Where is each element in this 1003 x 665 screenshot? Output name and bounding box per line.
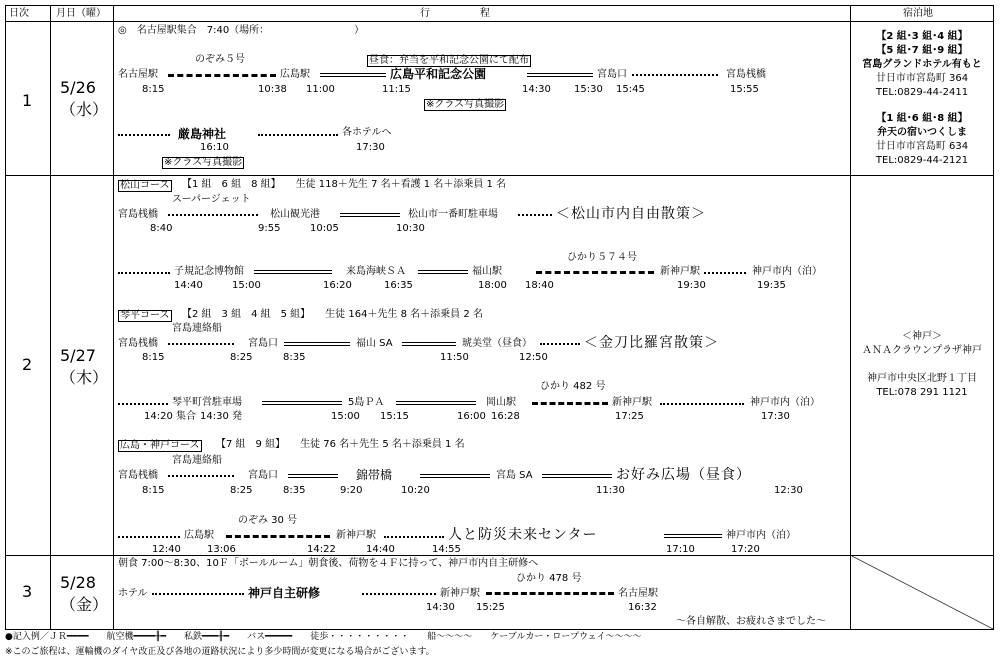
d3-s3: 新神戸駅 <box>440 588 480 599</box>
d2-c2s5: ＜金刀比羅宮散策＞ <box>584 335 719 351</box>
d1-train: のぞみ５号 <box>195 54 245 65</box>
d1-jr-line <box>168 74 276 77</box>
d2-c2s1: 宮島桟橋 <box>118 338 158 349</box>
d2-c1-jr <box>536 271 654 274</box>
d2-c1-bus2 <box>254 270 332 274</box>
d2-c3-bus2 <box>420 474 490 478</box>
d2-c1s9: 神戸市内（泊） <box>752 266 822 277</box>
d2-c2s2: 宮島口 <box>248 338 278 349</box>
lodging-day1 <box>851 30 993 168</box>
legend-line1: ●記入例／ＪＲ━━━━ 航空機━━━━╫━ 私鉄━━━╫━ バス━━━━━ 徒歩・・・・・・・・・ 船～～～～ ケーブルカー・ロープウェイ～～～～ <box>5 632 642 642</box>
d1-t3: 11:00 <box>306 84 335 95</box>
d2-c3s1: 宮島桟橋 <box>118 470 158 481</box>
d2-c1s5: 子規記念博物館 <box>174 266 244 277</box>
d1-s4: 宮島口 <box>597 69 627 80</box>
d3-closing: ～各自解散、お疲れさまでした～ <box>676 616 826 627</box>
header-lodging: 宿泊地 <box>903 8 933 19</box>
d2-c1t12: 19:35 <box>757 280 786 291</box>
table-border-top <box>5 5 994 6</box>
d2-c1s2: 松山観光港 <box>270 209 320 220</box>
d2-c3-bus3 <box>542 474 612 478</box>
d3-note: 朝食 7:00～8:30、10Ｆ「ボールルーム」朝食後、荷物を４Ｆに持って、神戸市内自主研修へ <box>118 558 539 569</box>
lodging-day2 <box>851 330 993 400</box>
table-border-right <box>993 5 994 630</box>
d3-t1: 14:30 <box>426 602 455 613</box>
day-3: 3 <box>22 582 33 601</box>
lodging-d1d: 廿日市市宮島町 364 <box>875 73 969 84</box>
d1-t10: 17:30 <box>356 142 385 153</box>
d2-c3-jr <box>226 535 330 538</box>
d2-c3s4: 宮島 SA <box>496 470 533 481</box>
d2-c1t7: 16:20 <box>323 280 352 291</box>
dow-3: （金） <box>60 595 109 614</box>
d2-c3s8: 人と防災未来センター <box>448 527 598 543</box>
d2-c3t13: 17:10 <box>666 544 695 555</box>
d2-c2s9: 新神戸駅 <box>612 397 652 408</box>
d3-walk2 <box>362 593 436 595</box>
d2-c2-walk2 <box>118 403 168 405</box>
d2-c2s6: 琴平町営駐車場 <box>172 397 242 408</box>
d2-c2-bus1 <box>284 342 350 346</box>
d1-walk2 <box>258 134 338 136</box>
lodging-diagonal <box>850 555 993 629</box>
table-border-day1 <box>5 175 994 176</box>
d1-s7: 各ホテルへ <box>342 127 392 138</box>
d2-c1t6: 15:00 <box>232 280 261 291</box>
lodging-d1g: 弁天の宿いつくしま <box>877 127 967 138</box>
d2-ferry: 宮島連絡船 <box>172 323 222 334</box>
table-border-day2 <box>5 555 994 556</box>
date-1: 5/26 <box>60 78 96 97</box>
d3-s4: 名古屋駅 <box>618 588 658 599</box>
d2-c3t9: 13:06 <box>207 544 236 555</box>
d3-t2: 15:25 <box>476 602 505 613</box>
table-border-left <box>5 5 6 630</box>
d2-c1s3: 松山市一番町駐車場 <box>408 209 498 220</box>
d2-c2-walk3 <box>660 403 744 405</box>
d2-course2-info: 【2 組 3 組 4 組 5 組】 生徒 164＋先生 8 名＋添乗員 2 名 <box>182 309 483 320</box>
d2-c2t4: 11:50 <box>440 352 469 363</box>
d1-s5: 宮島桟橋 <box>726 69 766 80</box>
header-date: 月日（曜） <box>56 8 106 19</box>
d1-ship-line <box>632 74 718 76</box>
d1-s6: 厳島神社 <box>178 127 227 141</box>
d2-c2t5: 12:50 <box>519 352 548 363</box>
d2-c2s7: 5島ＰＡ <box>348 397 385 408</box>
d2-course1-info: 【1 組 6 組 8 組】 生徒 118＋先生 7 名＋看護 1 名＋添乗員 1 名 <box>182 179 507 190</box>
d2-c3t6: 11:30 <box>596 485 625 496</box>
d2-c3-bus4 <box>664 534 722 538</box>
d2-c2s8: 岡山駅 <box>486 397 516 408</box>
d2-c1s8: 新神戸駅 <box>660 266 700 277</box>
d2-jet: スーパージェット <box>172 194 251 205</box>
d2-c3-walk1 <box>118 536 180 538</box>
d2-c1s1: 宮島桟橋 <box>118 209 158 220</box>
d1-t4: 11:15 <box>382 84 411 95</box>
d2-course2: 琴平コース <box>120 310 170 321</box>
d1-photo1: ※クラス写真撮影 <box>426 99 505 110</box>
lodging-d1f: 【1 組･6 組･8 組】 <box>876 113 968 124</box>
d2-c1t11: 19:30 <box>677 280 706 291</box>
d2-c3-bus1 <box>288 474 338 478</box>
d1-lunch: 昼食：弁当を平和記念公園にて配布 <box>369 55 529 66</box>
d2-c2t11: 16:28 <box>491 411 520 422</box>
d1-t7: 15:45 <box>616 84 645 95</box>
d2-c1-walk3 <box>704 272 746 274</box>
table-col-day <box>50 5 51 630</box>
d2-c3-ship <box>168 475 234 477</box>
d1-bus-line1 <box>320 73 386 77</box>
d2-c1-bus3 <box>418 270 468 274</box>
date-2: 5/27 <box>60 346 96 365</box>
d2-c1s4: ＜松山市内自由散策＞ <box>556 206 706 222</box>
d2-ferry3: 宮島連絡船 <box>172 455 222 466</box>
d2-c3s9: 神戸市内（泊） <box>726 530 796 541</box>
lodging-d1e: TEL:0829-44-2411 <box>875 87 969 98</box>
d2-c2train: ひかり 482 号 <box>540 381 606 392</box>
d2-c1-bus1 <box>340 213 400 217</box>
d2-c2-bus2 <box>402 342 456 346</box>
d3-t3: 16:32 <box>628 602 657 613</box>
d2-c1t8: 16:35 <box>384 280 413 291</box>
d2-c3t10: 14:22 <box>307 544 336 555</box>
d2-c3s6: 広島駅 <box>184 530 214 541</box>
d2-c1t10: 18:40 <box>525 280 554 291</box>
lodging-d2b: ＡＮＡクラウンプラザ神戸 <box>862 345 982 356</box>
d2-c2-bus4 <box>396 401 476 405</box>
d2-c3t11: 14:40 <box>366 544 395 555</box>
table-border-bottom <box>5 629 994 630</box>
d2-c1train: ひかり５７４号 <box>567 252 637 263</box>
lodging-d2c: 神戸市中央区北野１丁目 <box>867 373 977 384</box>
d2-c2t2: 8:25 <box>230 352 253 363</box>
d2-c1-walk1 <box>518 214 552 216</box>
d2-c2t13: 17:30 <box>761 411 790 422</box>
d3-s1: ホテル <box>118 588 148 599</box>
d2-c1t1: 8:40 <box>150 223 173 234</box>
d2-c1t4: 10:30 <box>396 223 425 234</box>
d2-c3t12: 14:55 <box>432 544 461 555</box>
d2-c3t7: 12:30 <box>774 485 803 496</box>
legend-line2: ※このご旅程は、運輸機のダイヤ改正及び各地の道路状況により多少時間が変更になる場合がございます。 <box>5 647 435 657</box>
d2-c3t4: 9:20 <box>340 485 363 496</box>
d2-c2t8: 15:00 <box>331 411 360 422</box>
date-3: 5/28 <box>60 573 96 592</box>
d2-c3train: のぞみ 30 号 <box>238 515 298 526</box>
d2-c2s3: 福山 SA <box>356 338 393 349</box>
d1-bus-line2 <box>527 73 593 77</box>
day-1: 1 <box>22 91 33 110</box>
d2-c1t5: 14:40 <box>174 280 203 291</box>
lodging-d1b: 【5 組･7 組･9 組】 <box>876 45 968 56</box>
d2-c3t5: 10:20 <box>401 485 430 496</box>
dow-2: （木） <box>60 368 109 387</box>
d1-s1: 名古屋駅 <box>118 69 158 80</box>
d2-c1s7: 福山駅 <box>472 266 502 277</box>
d1-t9: 16:10 <box>200 142 229 153</box>
d2-c3t14: 17:20 <box>731 544 760 555</box>
lodging-d1i: TEL:0829-44-2121 <box>875 155 969 166</box>
d2-c2t10: 16:00 <box>457 411 486 422</box>
d1-walk1 <box>118 134 170 136</box>
d3-s2: 神戸自主研修 <box>248 586 321 600</box>
d2-c3-walk2 <box>384 536 444 538</box>
lodging-d1a: 【2 組･3 組･4 組】 <box>876 31 968 42</box>
d2-c3t8: 12:40 <box>152 544 181 555</box>
d2-c3s7: 新神戸駅 <box>336 530 376 541</box>
d2-c2t6: 14:20 集合 <box>144 411 196 422</box>
d2-c3s5: お好み広場（昼食） <box>616 467 751 483</box>
d2-c3t1: 8:15 <box>142 485 165 496</box>
d2-c2t12: 17:25 <box>615 411 644 422</box>
d3-walk1 <box>152 593 244 595</box>
header-day: 日次 <box>9 8 29 19</box>
d2-c2t1: 8:15 <box>142 352 165 363</box>
d2-c3s3: 錦帯橋 <box>356 468 393 482</box>
d2-c1t3: 10:05 <box>310 223 339 234</box>
d2-c1-ship <box>168 214 258 216</box>
d1-t8: 15:55 <box>730 84 759 95</box>
d2-c1-walk2 <box>118 272 170 274</box>
d2-c2t7: 14:30 発 <box>200 411 242 422</box>
table-border-header <box>5 21 994 22</box>
d2-c2s4: 琥美堂（昼食） <box>462 338 532 349</box>
lodging-d2d: TEL:078 291 1121 <box>876 387 968 398</box>
d2-c2-ship <box>168 343 234 345</box>
table-col-date <box>113 5 114 630</box>
d2-course3-info: 【7 組 9 組】 生徒 76 名＋先生 5 名＋添乗員 1 名 <box>216 439 465 450</box>
d1-photo2: ※クラス写真撮影 <box>164 157 243 168</box>
d2-c3t3: 8:35 <box>283 485 306 496</box>
d2-c2t3: 8:35 <box>283 352 306 363</box>
d1-s3: 広島平和記念公園 <box>390 67 487 81</box>
d2-c1t9: 18:00 <box>478 280 507 291</box>
d2-c2t9: 15:15 <box>380 411 409 422</box>
d2-c1t2: 9:55 <box>258 223 281 234</box>
d3-jr <box>486 592 614 595</box>
d2-c2s10: 神戸市内（泊） <box>750 397 820 408</box>
d2-c2-walk1 <box>540 343 580 345</box>
day-2: 2 <box>22 355 33 374</box>
lodging-d1h: 廿日市市宮島町 634 <box>875 141 969 152</box>
d2-c2-bus3 <box>262 401 342 405</box>
dow-1: （水） <box>60 100 109 119</box>
d2-c1s6: 来島海峡ＳＡ <box>346 266 406 277</box>
d1-meet: ◎ 名古屋駅集合 7:40（場所： ） <box>118 25 365 36</box>
lodging-d2a: ＜神戸＞ <box>902 331 942 342</box>
d2-course1: 松山コース <box>120 180 170 191</box>
d2-course3: 広島・神戸コース <box>120 440 200 451</box>
d1-s2: 広島駅 <box>280 69 310 80</box>
header-itinerary: 行 程 <box>420 8 490 19</box>
d1-t1: 8:15 <box>142 84 165 95</box>
d2-c3s2: 宮島口 <box>248 470 278 481</box>
d2-c3t2: 8:25 <box>230 485 253 496</box>
d1-t2: 10:38 <box>258 84 287 95</box>
d1-t5: 14:30 <box>522 84 551 95</box>
d2-c2-jr <box>532 402 608 405</box>
d3-train: ひかり 478 号 <box>516 573 582 584</box>
lodging-d1c: 宮島グランドホテル有もと <box>862 59 982 70</box>
d1-t6: 15:30 <box>574 84 603 95</box>
